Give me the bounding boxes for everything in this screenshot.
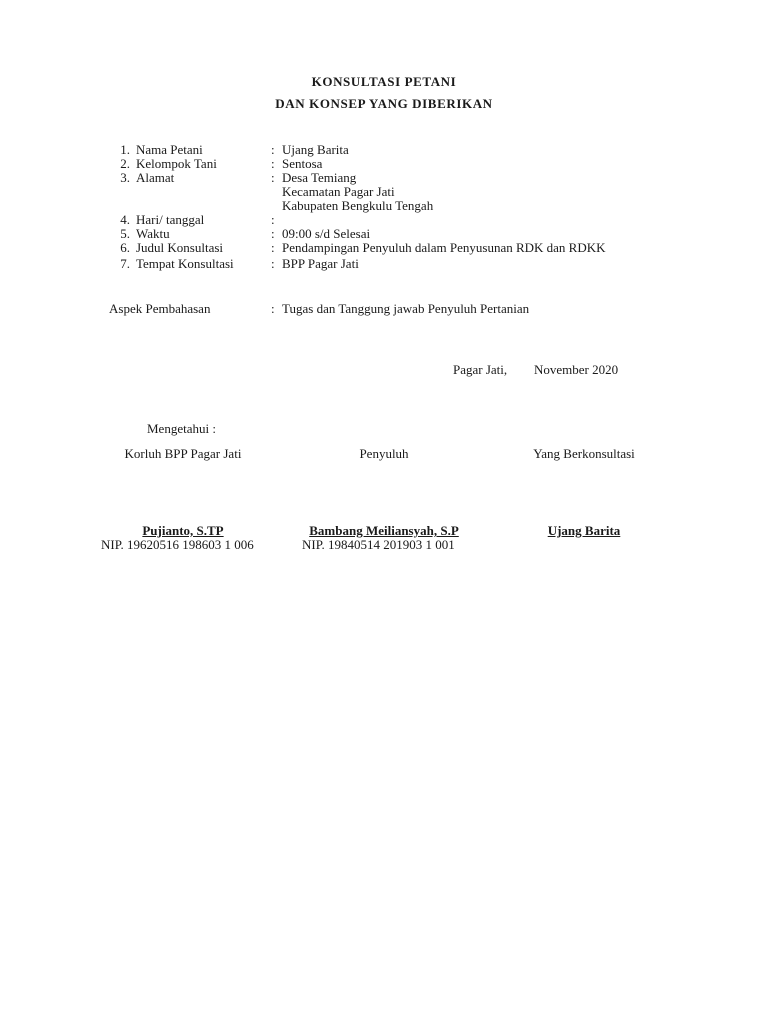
field-colon: : <box>271 156 275 171</box>
field-label: Judul Konsultasi <box>136 240 224 255</box>
field-value: Desa Temiang <box>282 170 357 185</box>
field-value-line: Kecamatan Pagar Jati <box>282 184 395 199</box>
field-number: 5. <box>120 226 130 241</box>
field-label: Hari/ tanggal <box>136 212 205 227</box>
field-number: 7. <box>120 256 130 271</box>
date-text: November 2020 <box>534 362 619 377</box>
field-value: BPP Pagar Jati <box>282 256 359 271</box>
field-value: Ujang Barita <box>282 142 349 157</box>
field-number: 1. <box>120 142 130 157</box>
signer-name-penyuluh: Bambang Meiliansyah, S.P <box>309 523 459 538</box>
role-penyuluh: Penyuluh <box>359 446 409 461</box>
field-label: Kelompok Tani <box>136 156 217 171</box>
field-colon: : <box>271 226 275 241</box>
field-label: Tempat Konsultasi <box>136 256 234 271</box>
field-colon: : <box>271 240 275 255</box>
field-value: Pendampingan Penyuluh dalam Penyusunan RDK dan RDKK <box>282 240 606 255</box>
field-number: 3. <box>120 170 130 185</box>
field-label: Waktu <box>136 226 170 241</box>
signer-name-korluh: Pujianto, S.TP <box>142 523 224 538</box>
field-label: Alamat <box>136 170 175 185</box>
field-number: 6. <box>120 240 130 255</box>
signer-name-petani: Ujang Barita <box>547 523 621 538</box>
document-title: KONSULTASI PETANI <box>311 74 457 89</box>
aspek-value: Tugas dan Tanggung jawab Penyuluh Pertanian <box>282 301 530 316</box>
field-colon: : <box>271 170 275 185</box>
nip-penyuluh: NIP. 19840514 201903 1 001 <box>302 537 455 552</box>
nip-korluh: NIP. 19620516 198603 1 006 <box>101 537 254 552</box>
aspek-label: Aspek Pembahasan <box>109 301 211 316</box>
aspek-colon: : <box>271 301 275 316</box>
acknowledged-label: Mengetahui : <box>147 421 216 436</box>
role-petani: Yang Berkonsultasi <box>533 446 635 461</box>
role-korluh: Korluh BPP Pagar Jati <box>124 446 242 461</box>
field-colon: : <box>271 142 275 157</box>
document-subtitle: DAN KONSEP YANG DIBERIKAN <box>275 96 493 111</box>
field-number: 2. <box>120 156 130 171</box>
field-value-line: Kabupaten Bengkulu Tengah <box>282 198 434 213</box>
field-value: Sentosa <box>282 156 323 171</box>
place-text: Pagar Jati, <box>453 362 508 377</box>
field-value: 09:00 s/d Selesai <box>282 226 371 241</box>
field-colon: : <box>271 212 275 227</box>
field-label: Nama Petani <box>136 142 203 157</box>
field-colon: : <box>271 256 275 271</box>
field-number: 4. <box>120 212 130 227</box>
